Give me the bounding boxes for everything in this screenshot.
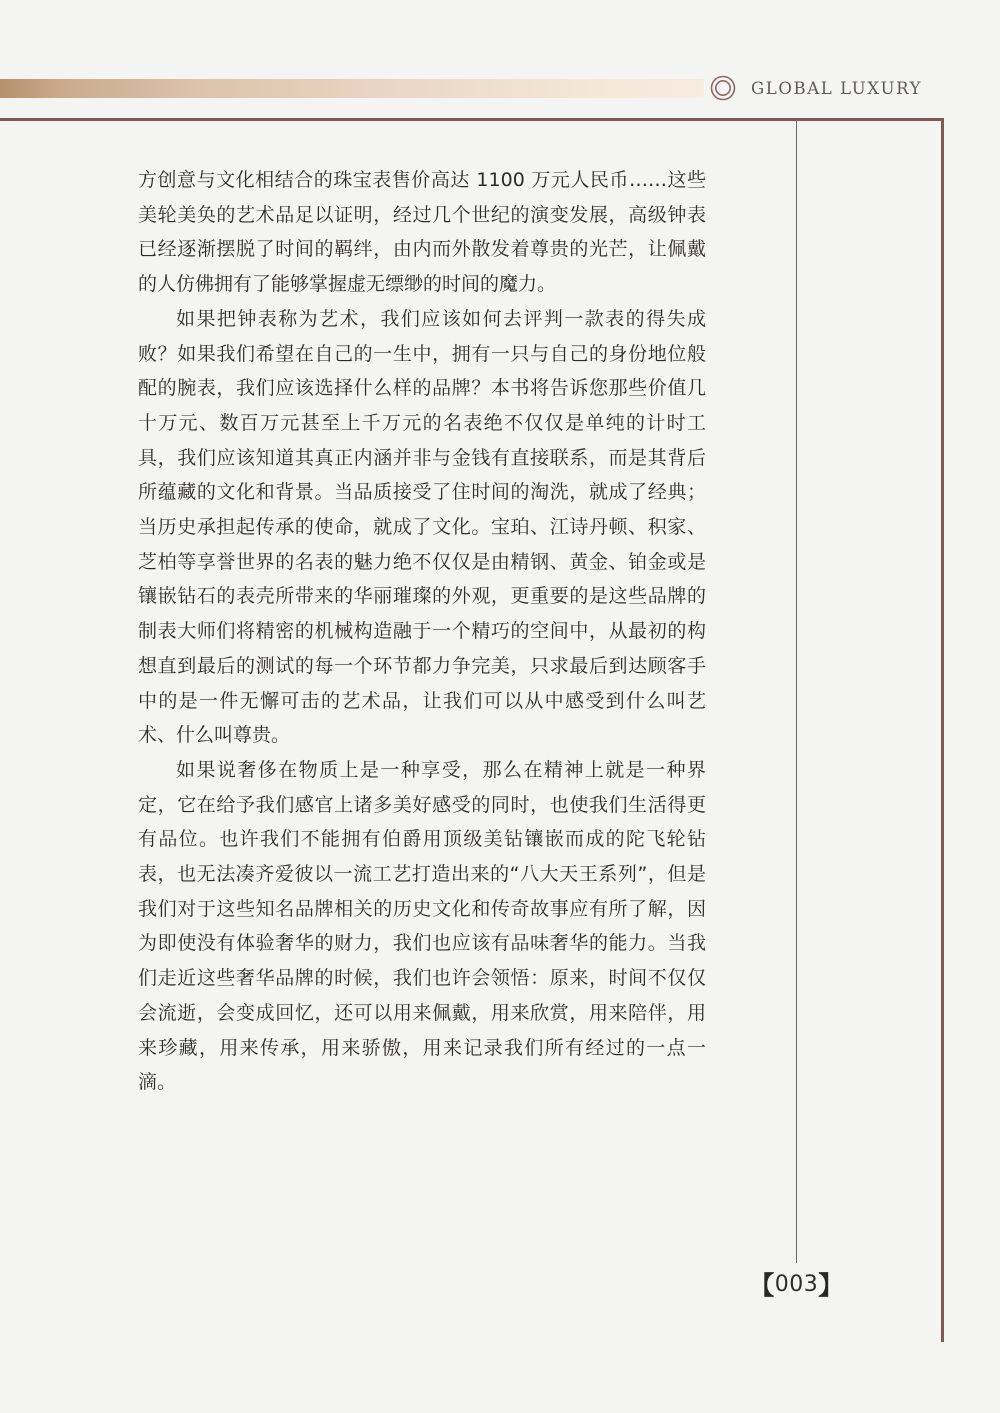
right-border-rule <box>941 118 944 1342</box>
header-divider-rule <box>0 118 942 121</box>
header-title: GLOBAL LUXURY <box>751 79 923 98</box>
page-number-left-bracket: 【 <box>749 1271 775 1300</box>
text-frame-line <box>796 121 797 1263</box>
page-number-value: 003 <box>774 1271 819 1297</box>
paragraph-1: 方创意与文化相结合的珠宝表售价高达 1100 万元人民币……这些美轮美奂的艺术品足以证明，经过几个世纪的演变发展，高级钟表已经逐渐摆脱了时间的羁绊，由内而外散发着尊贵的光芒，让佩戴的人仿佛拥有了能够掌握虚无缥缈的时间的魔力。 <box>138 169 706 296</box>
body-text <box>138 163 706 1100</box>
page-number <box>749 1267 844 1301</box>
header-gradient-band <box>0 79 704 98</box>
page-number-right-bracket: 】 <box>818 1271 844 1300</box>
paragraph-3: 如果说奢侈在物质上是一种享受，那么在精神上就是一种界定，它在给予我们感官上诸多美好感受的同时，也使我们生活得更有品位。也许我们不能拥有伯爵用顶级美钻镶嵌而成的陀飞轮钻表，也无法凑齐爱彼以一流工艺打造出来的“八大天王系列”，但是我们对于这些知名品牌相关的历史文化和传奇故事应有所了解，因为即使没有体验奢华的财力，我们也应该有品味奢华的能力。当我们走近这些奢华品牌的时候，我们也许会领悟：原来，时间不仅仅会流逝，会变成回忆，还可以用来佩戴，用来欣赏，用来陪伴，用来珍藏，用来传承，用来骄傲，用来记录我们所有经过的一点一滴。 <box>138 758 706 1094</box>
paragraph-2: 如果把钟表称为艺术，我们应该如何去评判一款表的得失成败？如果我们希望在自己的一生中，拥有一只与自己的身份地位般配的腕表，我们应该选择什么样的品牌？本书将告诉您那些价值几十万元、数百万元甚至上千万元的名表绝不仅仅是单纯的计时工具，我们应该知道其真正内涵并非与金钱有直接联系，而是其背后所蕴藏的文化和背景。当品质接受了住时间的淘洗，就成了经典；当历史承担起传承的使命，就成了文化。宝珀、江诗丹顿、积家、芝柏等享誉世界的名表的魅力绝不仅仅是由精钢、黄金、铂金或是镶嵌钻石的表壳所带来的华丽璀璨的外观，更重要的是这些品牌的制表大师们将精密的机械构造融于一个精巧的空间中，从最初的构想直到最后的测试的每一个环节都力争完美，只求最后到达顾客手中的是一件无懈可击的艺术品，让我们可以从中感受到什么叫艺术、什么叫尊贵。 <box>138 307 706 747</box>
concentric-circle-emblem-icon <box>710 75 736 101</box>
